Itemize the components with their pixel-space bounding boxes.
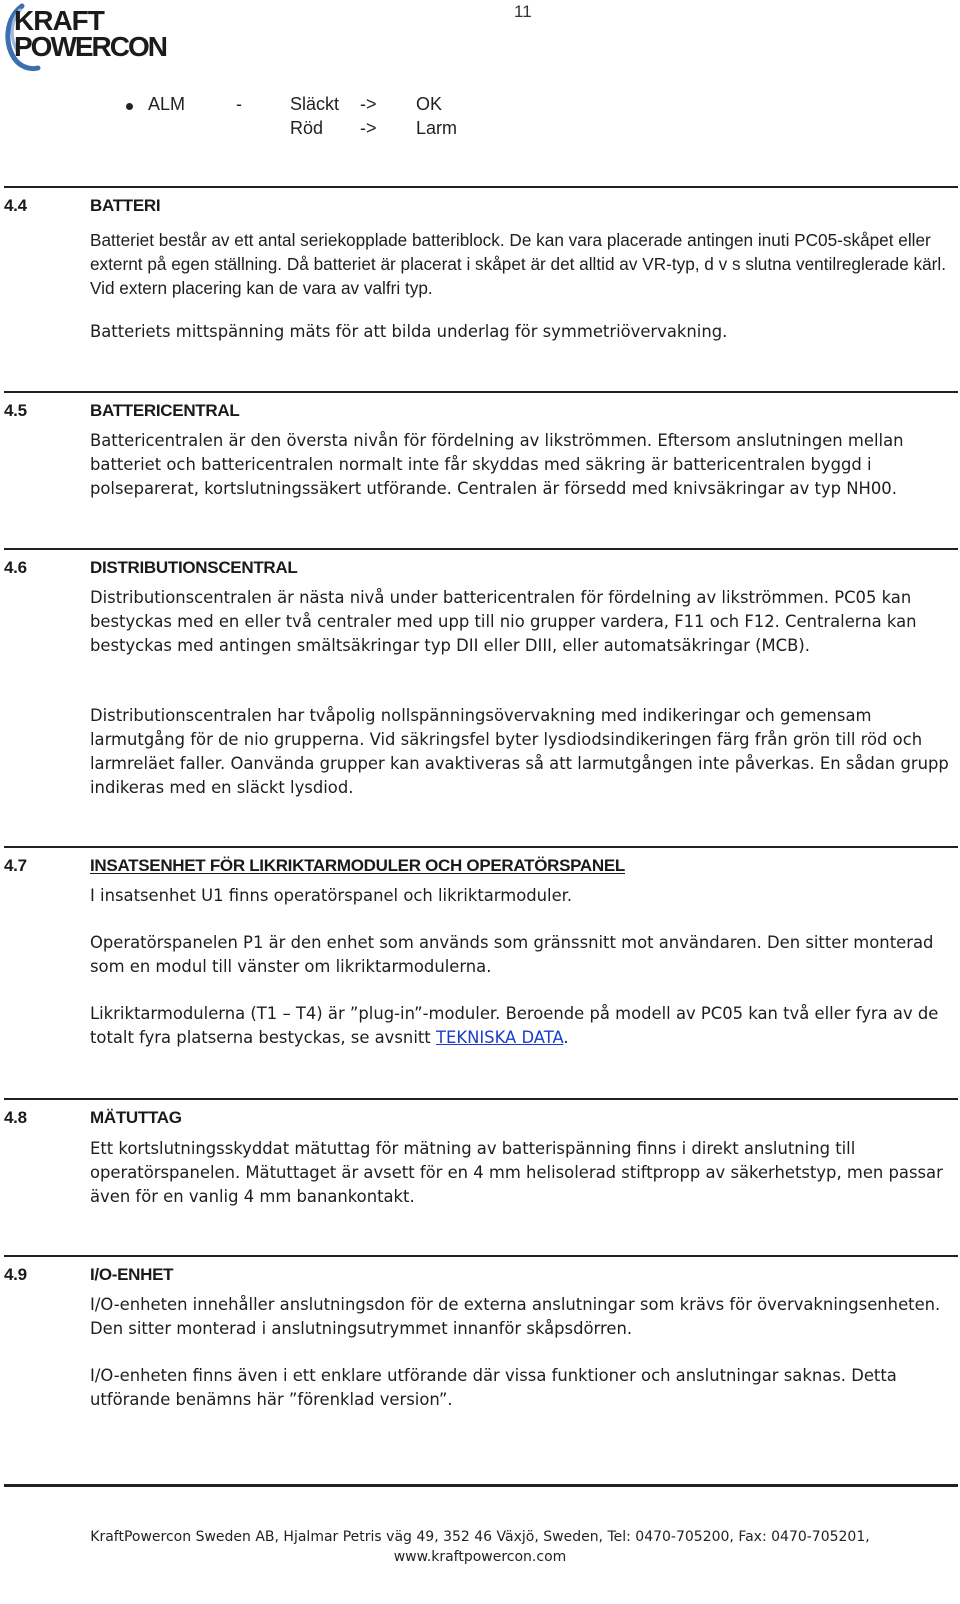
- section-divider: [4, 391, 958, 393]
- page-footer: [0, 1527, 960, 1567]
- section-title: DISTRIBUTIONSCENTRAL: [90, 558, 298, 577]
- section-number: 4.9: [4, 1265, 27, 1284]
- section-number: 4.5: [4, 401, 27, 420]
- section-divider: [4, 846, 958, 848]
- link-trailing-period: .: [563, 1028, 569, 1047]
- section-divider: [4, 1255, 958, 1257]
- paragraph-text: Likriktarmodulerna (T1 – T4) är ”plug-in”-moduler. Beroende på modell av PC05 kan två eller fyra av de totalt fyra platserna bestyckas, se avsnitt: [90, 1004, 939, 1047]
- logo-text-powercon: POWERCON: [14, 31, 166, 62]
- alm-dash: -: [236, 94, 242, 114]
- section-divider: [4, 1098, 958, 1100]
- footer-divider: [4, 1484, 958, 1487]
- section-number: 4.6: [4, 558, 27, 577]
- alm-state: Röd: [290, 118, 324, 138]
- alm-state: Släckt: [290, 94, 340, 114]
- tekniska-data-link[interactable]: TEKNISKA DATA: [435, 1028, 564, 1047]
- section-title: INSATSENHET FÖR LIKRIKTARMODULER OCH OPERATÖRSPANEL: [90, 856, 625, 875]
- paragraph: Batteriet består av ett antal seriekopplade batteriblock. De kan vara placerade antingen inuti PC05-skåpet eller externt på egen ställning. Då batteriet är placerat i skåpet är det alltid av VR-typ, d v s slutna ventilreglerade kärl. Vid extern placering kan de vara av valfri typ.: [90, 230, 947, 298]
- paragraph: Distributionscentralen har tvåpolig nollspänningsövervakning med indikeringar och gemensam larmutgång för de nio grupperna. Vid säkringsfel byter lysdiodsindikeringen färg från grön till röd och larmreläet faller. Oanvända grupper kan avaktiveras så att larmutgången inte påverkas. En sådan grupp indikeras med en släckt lysdiod.: [90, 706, 949, 797]
- paragraph: Ett kortslutningsskyddat mätuttag för mätning av batterispänning finns i direkt anslutning till operatörspanelen. Mätuttaget är avsett för en 4 mm helisolerad stiftpropp av säkerhetstyp, men passar även för en vanlig 4 mm banankontakt.: [90, 1139, 943, 1206]
- section-divider: [4, 548, 958, 550]
- paragraph: Batteriets mittspänning mäts för att bilda underlag för symmetriövervakning.: [90, 322, 728, 341]
- alm-result: OK: [416, 94, 443, 114]
- paragraph-with-link: [90, 1002, 950, 1050]
- paragraph: Operatörspanelen P1 är den enhet som används som gränssnitt mot användaren. Den sitter monterad som en modul till vänster om likriktarmodulerna.: [90, 933, 934, 976]
- bullet-dot-icon: [126, 103, 133, 110]
- section-divider: [4, 186, 958, 188]
- alm-result: Larm: [416, 118, 458, 138]
- section-title: I/O-ENHET: [90, 1265, 174, 1284]
- footer-website: www.kraftpowercon.com: [393, 1549, 567, 1565]
- footer-address: KraftPowercon Sweden AB, Hjalmar Petris väg 49, 352 46 Växjö, Sweden, Tel: 0470-705200, Fax: 0470-705201,: [90, 1529, 870, 1545]
- section-title: BATTERI: [90, 196, 161, 215]
- page-number: 11: [514, 2, 532, 21]
- alm-arrow: ->: [360, 94, 377, 114]
- paragraph: I/O-enheten innehåller anslutningsdon för de externa anslutningar som krävs för övervakningsenheten. Den sitter monterad i anslutningsutrymmet innanför skåpsdörren.: [90, 1295, 941, 1338]
- paragraph: Battericentralen är den översta nivån för fördelning av likströmmen. Eftersom anslutningen mellan batteriet och battericentralen normalt inte får skyddas med säkring är battericentralen byggd i polseparerat, kortslutningssäkert utförande. Centralen är försedd med knivsäkringar av typ NH00.: [90, 431, 904, 498]
- section-number: 4.4: [4, 196, 27, 215]
- paragraph: I/O-enheten finns även i ett enklare utförande där vissa funktioner och anslutningar saknas. Detta utförande benämns här ”förenklad version”.: [90, 1366, 897, 1409]
- paragraph: Distributionscentralen är nästa nivå under battericentralen för fördelning av likströmmen. PC05 kan bestyckas med en eller två centraler med upp till nio grupper vardera, F11 och F12. Centralerna kan bestyckas med antingen smältsäkringar typ DII eller DIII, eller automatsäkringar (MCB).: [90, 588, 917, 655]
- section-title: BATTERICENTRAL: [90, 401, 240, 420]
- paragraph: I insatsenhet U1 finns operatörspanel och likriktarmoduler.: [90, 886, 573, 905]
- company-logo: [4, 0, 174, 72]
- section-number: 4.8: [4, 1108, 27, 1127]
- section-number: 4.7: [4, 856, 27, 875]
- alm-label: ALM: [148, 94, 186, 114]
- logo-text-kraft: KRAFT: [14, 5, 104, 36]
- alm-arrow: ->: [360, 118, 377, 138]
- section-title: MÄTUTTAG: [90, 1108, 182, 1127]
